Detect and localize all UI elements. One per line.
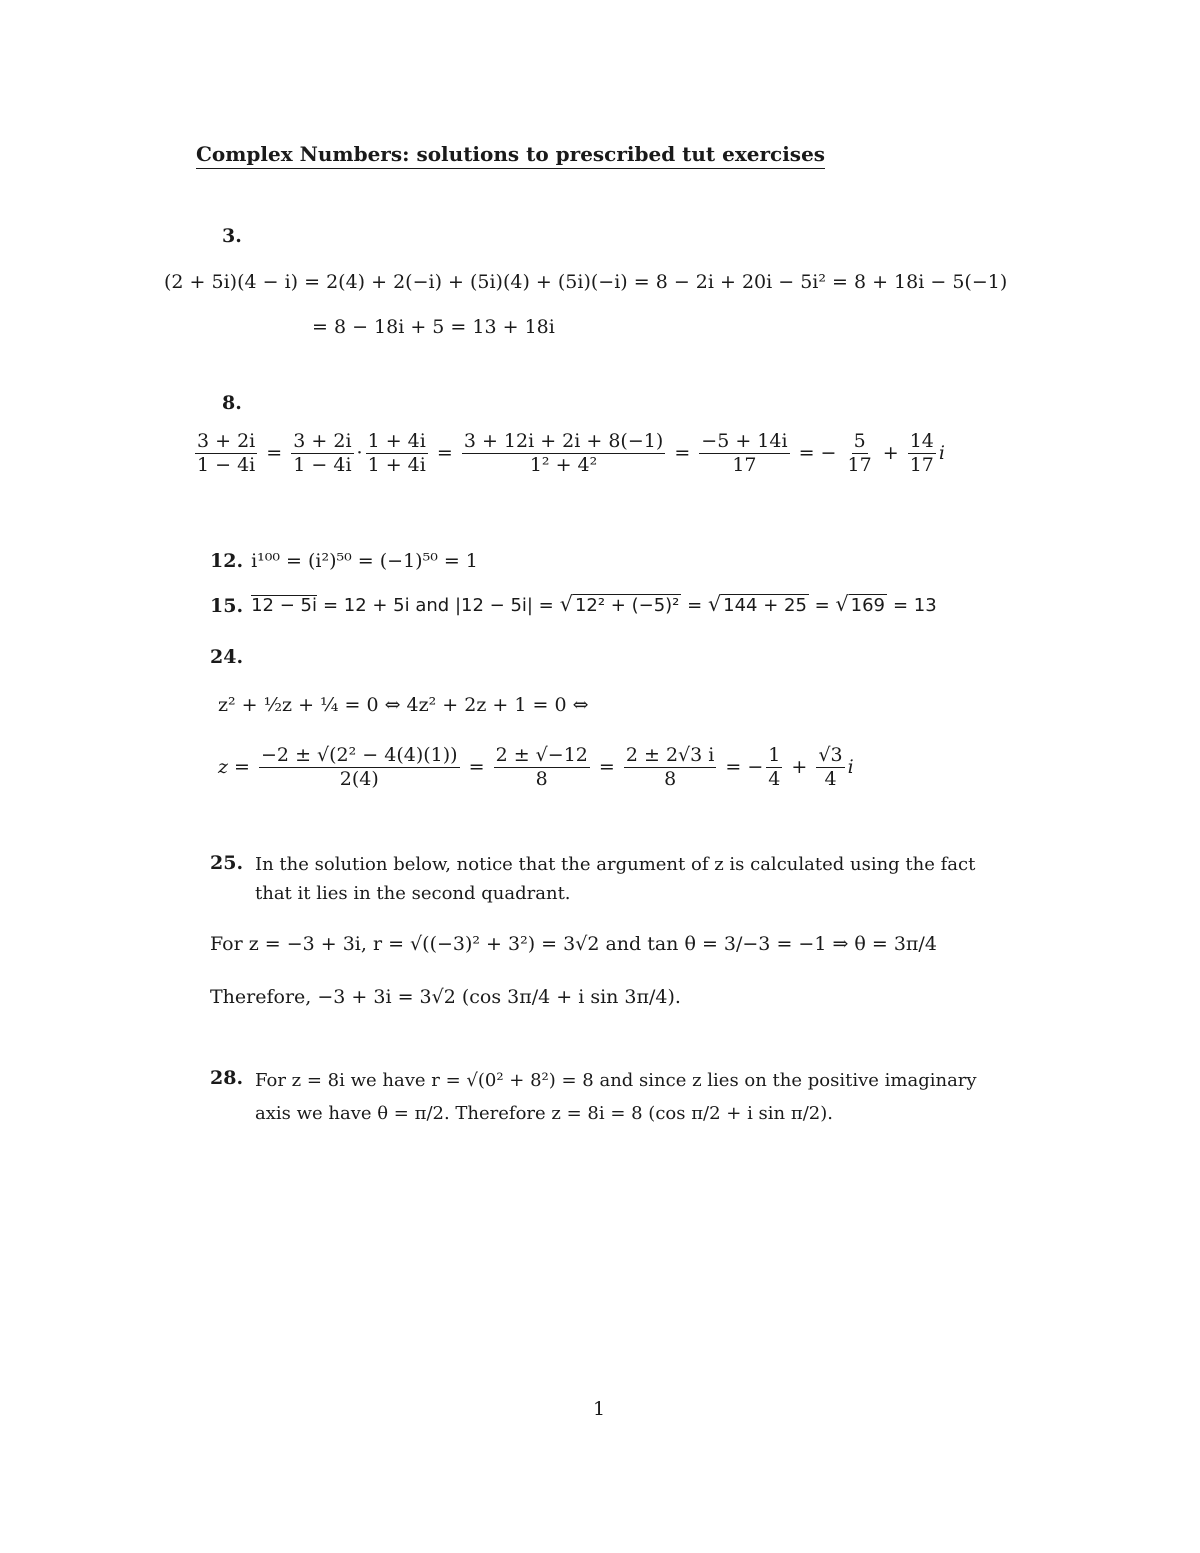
problem-15-label: 15. [210,594,244,617]
problem-24-label: 24. [210,646,244,668]
fraction: $\frac{3 + 2i}{1 - 4i}$ [293,430,352,476]
fraction: $\frac{14}{17}$ [909,430,934,476]
fraction: $\frac{√3}{4}$ [818,744,843,790]
problem-28-label: 28. [210,1067,244,1089]
problem-3-label: 3. [222,225,242,247]
fraction: $\frac{3 + 2i}{1 - 4i}$ [197,430,256,476]
fraction: $\frac{2 \pm √-12}{8}$ [495,744,588,790]
problem-15-equation: = 12 + 5i and |12 − 5i| = [322,595,554,617]
problem-15-result: = 13 [893,595,937,617]
fraction: $\frac{3 + 12i + 2i + 8(-1)}{\text{1² + 4²}}$ [463,430,664,476]
problem-25-line-2: Therefore, −3 + 3i = 3√2 (cos 3π/4 + i sin 3π/4). [210,986,681,1008]
fraction: $\frac{1}{4}$ [768,744,781,790]
problem-15: 15. 12 − 5i = 12 + 5i and |12 − 5i| = √ 12² + (−5)² = √ 144 + 25 = √ 169 = 13 [210,592,937,617]
problem-12-text: i¹⁰⁰ = (i²)⁵⁰ = (−1)⁵⁰ = 1 [251,550,478,572]
fraction: $\frac{-5 + 14i}{17}$ [701,430,788,476]
square-root: √ 12² + (−5)² [559,592,680,616]
fraction: $\frac{2 \pm 2√3 i}{8}$ [625,744,715,790]
problem-25-text: In the solution below, notice that the argument of z is calculated using the fact that it lies in the second quadrant. [255,854,976,904]
problem-25-line-1: For z = −3 + 3i, r = √((−3)² + 3²) = 3√2 and tan θ = 3/−3 = −1 ⇒ θ = 3π/4 [210,933,937,955]
page-number: 1 [593,1398,606,1420]
problem-8-equation: $\frac{3 + 2i}{1 - 4i}$ = $\frac{3 + 2i}{1 - 4i}$ · $\frac{1 + 4i}{1 + 4i}$ = $\frac{3 + 12i + 2i + 8(-1)}{\text{1² + 4²}}$ = $\frac{-5 + 14i}{17}$ = − $\frac{5}{17}$ + $\frac{14}{17}$ i [197,430,945,476]
problem-12-label: 12. [210,550,244,572]
problem-24-line-1: z² + ½z + ¼ = 0 ⇔ 4z² + 2z + 1 = 0 ⇔ [218,694,589,716]
problem-28-text: For z = 8i we have r = √(0² + 8²) = 8 and since z lies on the positive imaginary axis we have θ = π/2. Therefore z = 8i = 8 (cos π/2 + i sin π/2). [255,1070,977,1124]
problem-8-label: 8. [222,392,242,414]
problem-24-line-2: z = $\frac{\text{−2 ± √(2² − 4(4)(1))}}{2(4)}$ = $\frac{2 \pm √-12}{8}$ = $\frac{2 \pm 2√3 i}{8}$ = − $\frac{1}{4}$ + $\frac{√3}{4}$ i [218,744,854,790]
fraction: $\frac{5}{17}$ [847,430,872,476]
conjugate-expression: 12 − 5i [251,594,317,616]
problem-12 [210,550,478,572]
problem-3-line-2: = 8 − 18i + 5 = 13 + 18i [312,316,555,338]
fraction: $\frac{\text{−2 ± √(2² − 4(4)(1))}}{2(4)}$ [261,744,458,790]
problem-25-label: 25. [210,852,244,874]
problem-3-line-1: (2 + 5i)(4 − i) = 2(4) + 2(−i) + (5i)(4) + (5i)(−i) = 8 − 2i + 20i − 5i² = 8 + 18i − 5(−1) [164,271,1008,293]
square-root: √ 144 + 25 [707,592,807,616]
page-title: Complex Numbers: solutions to prescribed tut exercises [196,142,825,169]
square-root: √ 169 [835,592,885,616]
fraction: $\frac{1 + 4i}{1 + 4i}$ [367,430,426,476]
